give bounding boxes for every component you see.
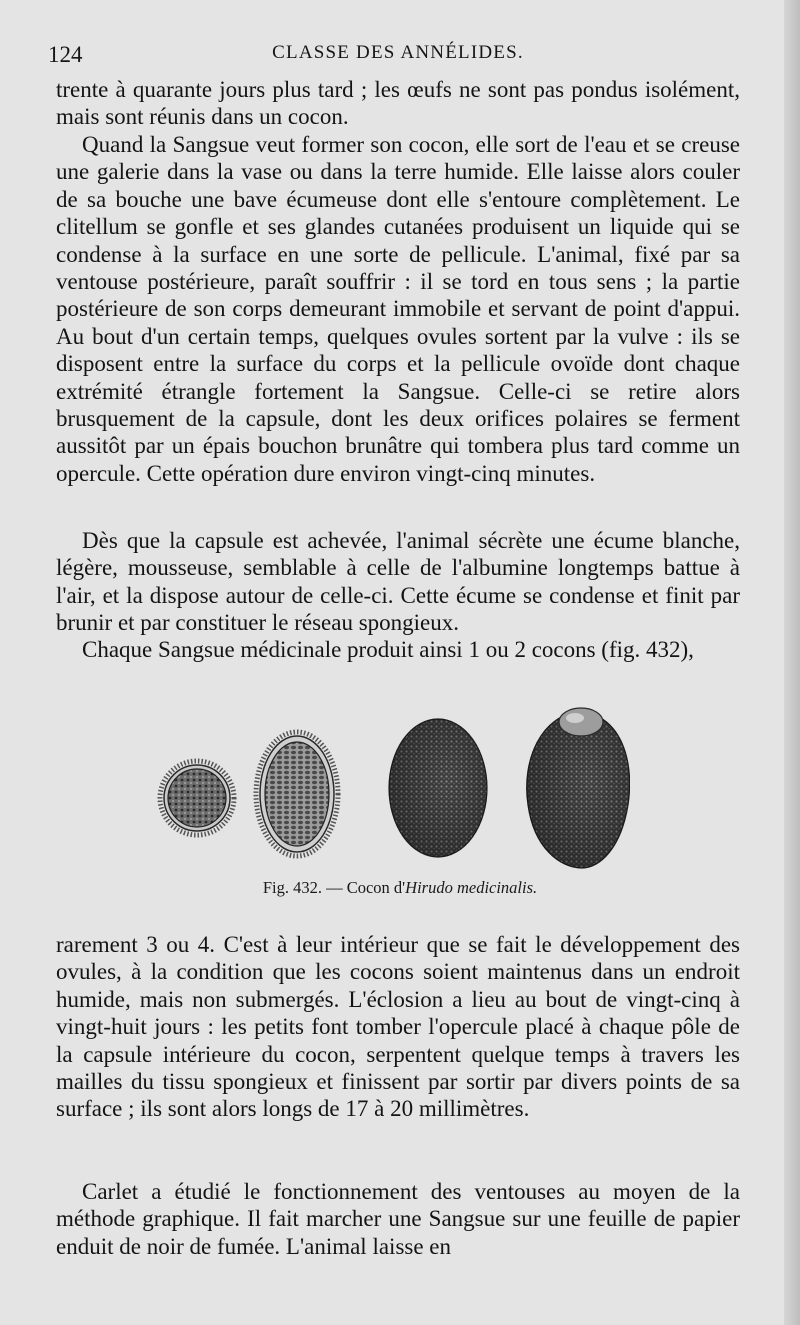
paragraph-foam-secretion: Dès que la capsule est achevée, l'animal sécrète une écume blanche, légère, mousseuse, semblable à celle de l'albumine longtemps battue à l'air, et la dispose autour de celle-ci. Cette écume se condense et finit par brunir et par constituer le réseau spongieux. — [56, 528, 740, 636]
cocoon-surface-spongy — [389, 719, 487, 857]
cocoon-section-longitudinal — [256, 732, 338, 856]
paragraph-cocoon-formation: Quand la Sangsue veut former son cocon, elle sort de l'eau et se creuse une galerie dans la vase ou dans la terre humide. Elle laisse alors couler de sa bouche une bave écumeuse dont elle s'entoure complètement. Le clitellum se gonfle et ses glandes cutanées produisent un liquide qui se condense à la surface en une sorte de pellicule. L'animal, fixé par sa ventouse postérieure, paraît souffrir : il se tord en tous sens ; la partie postérieure de son corps demeurant immobile et servant de point d'appui. Au bout d'un certain temps, quelques ovules sortent par la vulve : ils se disposent entre la surface du corps et la pellicule ovoïde dont chaque extrémité étrangle fortement la Sangsue. Celle-ci se retire alors brusquement de la capsule, dont les deux orifices polaires se ferment aussitôt par un épais bouchon brunâtre qui tombera plus tard comme un opercule. Cette opération dure environ vingt-cinq minutes. — [56, 132, 740, 486]
operculum — [559, 708, 603, 736]
figure-species: Hirudo medicinalis. — [405, 878, 538, 897]
page-number: 124 — [48, 42, 83, 67]
page-header — [48, 34, 748, 68]
paragraph-cocoon-count: Chaque Sangsue médicinale produit ainsi 1 ou 2 cocons (fig. 432), — [82, 637, 694, 662]
figure-432 — [150, 700, 630, 872]
cocoon-illustration — [150, 700, 630, 872]
cocoon-section-transverse — [160, 761, 234, 835]
figure-caption — [0, 878, 800, 898]
cocoon-whole-with-operculum — [527, 708, 630, 868]
page-edge — [784, 0, 800, 1325]
paragraph-carlet: Carlet a étudié le fonctionnement des ventouses au moyen de la méthode graphique. Il fait marcher une Sangsue sur une feuille de papier enduit de noir de fumée. L'animal laisse en — [56, 1179, 740, 1259]
figure-label: Fig. 432. — Cocon d' — [262, 878, 406, 897]
running-title: CLASSE DES ANNÉLIDES. — [272, 42, 524, 63]
paragraph-development: rarement 3 ou 4. C'est à leur intérieur que se fait le développement des ovules, à la condition que les cocons soient maintenus dans un endroit humide, mais non submergés. L'éclosion a lieu au bout de vingt-cinq à vingt-huit jours : les petits font tomber l'opercule placé à chaque pôle de la capsule intérieure du cocon, serpentent quelque temps à travers les mailles du tissu spongieux et finissent par sortir par divers points de sa surface ; ils sont alors longs de 17 à 20 millimètres. — [56, 932, 740, 1122]
paragraph-continuation: trente à quarante jours plus tard ; les œufs ne sont pas pondus isolément, mais sont réunis dans un cocon. — [56, 77, 740, 130]
